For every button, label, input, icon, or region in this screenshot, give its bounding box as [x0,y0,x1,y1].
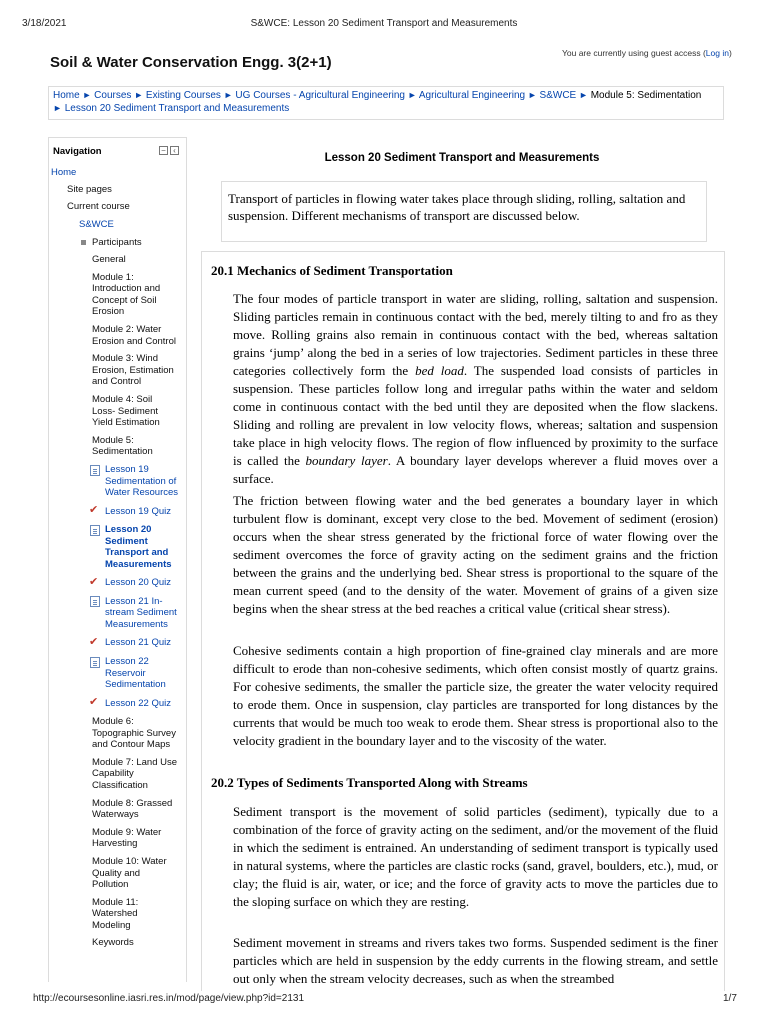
navigation-block [48,137,187,982]
section1-p1-text-c: . A boundary layer develops wherever a fluid moves over a surface. [233,453,719,486]
nav-module-line[interactable]: and Contour Maps [92,739,171,751]
nav-module-line[interactable]: Module 2: Water [92,324,162,336]
nav-module-line[interactable]: Module 5: [92,434,134,446]
nav-home[interactable]: Home [51,167,77,178]
breadcrumb-ug-courses[interactable]: UG Courses - Agricultural Engineering [235,90,405,101]
nav-lesson-current-line[interactable]: Transport and [105,547,169,559]
breadcrumb-separator: ► [579,90,588,100]
breadcrumb-lesson[interactable]: Lesson 20 Sediment Transport and Measurements [64,103,290,114]
navigation-title: Navigation [53,146,102,157]
print-title: S&WCE: Lesson 20 Sediment Transport and Measurements [250,18,518,29]
nav-lesson-line[interactable]: Lesson 21 In- [105,595,163,607]
section1-paragraph-1 [233,290,718,488]
breadcrumb-separator: ► [53,103,62,113]
nav-lesson-current-line[interactable]: Sediment [105,535,148,547]
nav-lesson-current-line[interactable]: Measurements [105,558,172,570]
nav-participants[interactable]: Participants [92,237,142,248]
quiz-icon: ✔ [89,635,99,648]
nav-module-line[interactable]: Concept of Soil [92,294,157,306]
nav-lesson-line[interactable]: Reservoir [105,667,146,679]
nav-module-line[interactable]: Module 4: Soil [92,394,153,406]
breadcrumb-agricultural-engineering[interactable]: Agricultural Engineering [418,90,526,101]
nav-lesson-line[interactable]: Lesson 22 [105,656,149,668]
section1-p1-text-a: The four modes of particle transport in water are sliding, rolling, saltation and suspension. Sliding particles remain in continuous contact with the bed, merely tilting to and fro as they move. Rolling grains also remain in continuous contact with the bed, whereas saltation grains ‘jump’ along the bed in a series of low trajectories. Sediment particles in these three categories collectively form the [233,291,718,378]
section1-paragraph-3: Cohesive sediments contain a high proportion of fine-grained clay minerals and are more difficult to erode than non-cohesive sediments, which often consist mostly of quartz grains. For cohesive sediments, the smaller the particle size, the greater the water velocity required to erode them. Once in suspension, clay particles are transported for long distances by the currents that would be much too weak to erode them. Shear stress is proportional also to the velocity gradient in the boundary layer and to the viscosity of the water. [233,643,718,748]
nav-module-line[interactable]: Introduction and [92,283,161,295]
nav-module-line[interactable]: and Control [92,376,142,388]
breadcrumb-separator: ► [407,90,417,100]
nav-lesson-line[interactable]: Lesson 22 Quiz [105,697,172,709]
login-link[interactable]: Log in [705,48,729,58]
section1-p1-text-b: . The suspended load consists of particles in suspension. These particles follow long and irregular paths within the water and seldom come in continuous contact with the bed until they are deposited when the flow slackens. Sliding and rolling are prevalent in low velocity flows, whereas; saltation and suspension take place in high velocity flows. The region of flow influenced by proximity to the surface is called the [233,363,718,468]
nav-module-line[interactable]: Modeling [92,919,131,931]
breadcrumb-separator: ► [82,90,92,100]
quiz-icon: ✔ [89,696,99,709]
breadcrumb-existing-courses[interactable]: Existing Courses [145,90,221,101]
nav-module-line[interactable]: Module 3: Wind [92,353,159,365]
nav-module-line[interactable]: Pollution [92,879,129,891]
breadcrumb-separator: ► [527,90,537,100]
nav-lesson-line[interactable]: stream Sediment [105,607,177,619]
quiz-icon: ✔ [89,575,99,588]
login-close: ) [728,48,732,58]
content-box [201,251,725,991]
intro-box: Transport of particles in flowing water takes place through sliding, rolling, saltation and suspension. Different mechanisms of transport are discussed below. [221,181,707,242]
nav-module-line[interactable]: Module 11: [92,897,139,908]
nav-module-line[interactable]: Module 9: Water [92,827,162,838]
nav-lesson-line[interactable]: Lesson 20 Quiz [105,577,172,589]
nav-module-line[interactable]: Watershed [92,908,138,920]
page-icon [90,657,100,668]
print-page-number: 1/7 [723,993,737,1004]
nav-module-line[interactable]: Module 8: Grassed [92,797,173,809]
nav-module-line[interactable]: Yield Estimation [92,416,160,428]
nav-lesson-line[interactable]: Sedimentation of [105,475,177,487]
nav-lesson-line[interactable]: Water Resources [105,486,179,498]
nav-module-line[interactable]: Module 6: [92,716,134,728]
nav-module-line[interactable]: Quality and [92,867,141,879]
nav-course-swce[interactable]: S&WCE [79,219,114,230]
breadcrumb-home[interactable]: Home [53,90,80,101]
section2-paragraph-1: Sediment transport is the movement of solid particles (sediment), typically due to a combination of the force of gravity acting on the sediment, and/or the movement of the fluid in which the sediment is entrained. An understanding of sediment transport is typically used in natural systems, where the particles are clastic rocks (sand, gravel, boulders, etc.), mud, or clay; the fluid is air, water, or ice; and the force of gravity acts to move the particles due to the sloping surface on which they are resting. [233,804,718,909]
quiz-icon: ✔ [89,504,99,517]
section1-paragraph-2: The friction between flowing water and the bed generates a boundary layer in which turbulent flow is dominant, except very close to the bed. Movement of sediment (erosion) occurs when the shear stress generated by the frictional force of water flowing over the sediment overcomes the force of gravity acting on the sediment grains and the friction between the grains and the underlying bed. Shear stress is proportional to the square of the mean current speed (and to the density of the water. Movement of grains of a given size begins when the shear stress at the bed reaches a critical value (critical shear stress). [233,493,718,616]
nav-module-line[interactable]: Waterways [92,809,139,821]
nav-module-line[interactable]: Sedimentation [92,446,153,458]
nav-module-line[interactable]: Module 1: [92,272,134,283]
page-icon [90,525,100,536]
nav-module-line[interactable]: Erosion [92,306,125,318]
breadcrumb-separator: ► [134,90,144,100]
collapse-icon[interactable]: − [159,146,168,155]
nav-module-line[interactable]: Erosion, Estimation [92,364,174,376]
page-icon [90,596,100,607]
breadcrumb-module: Module 5: Sedimentation [590,90,702,101]
nav-module-line[interactable]: Classification [92,779,148,791]
breadcrumb-separator: ► [223,90,233,100]
login-info [562,48,732,58]
nav-current-course[interactable]: Current course [67,201,130,212]
breadcrumb-swce[interactable]: S&WCE [539,90,577,101]
nav-module-line[interactable]: Capability [92,768,134,780]
nav-lesson-line[interactable]: Sedimentation [105,678,166,690]
print-date: 3/18/2021 [22,18,67,29]
lesson-title: Lesson 20 Sediment Transport and Measurements [324,152,600,164]
login-text: You are currently using guest access ( [562,48,706,58]
nav-module-line[interactable]: Module 7: Land Use [92,757,178,768]
nav-general[interactable]: General [92,254,126,265]
section-heading-2: 20.2 Types of Sediments Transported Along with Streams [211,775,528,790]
page-icon [90,465,100,476]
nav-lesson-line[interactable]: Lesson 19 [105,464,149,476]
section1-p1-em-bed-load: bed load [415,363,464,378]
nav-site-pages[interactable]: Site pages [67,184,112,195]
nav-module-line[interactable]: Harvesting [92,838,138,850]
site-title[interactable]: Soil & Water Conservation Engg. 3(2+1) [50,54,332,71]
section1-p1-em-boundary-layer: boundary layer [305,453,388,468]
nav-lesson-line[interactable]: Lesson 19 Quiz [105,505,172,517]
section-heading-1: 20.1 Mechanics of Sediment Transportation [211,263,453,278]
nav-lesson-line[interactable]: Lesson 21 Quiz [105,637,172,649]
nav-module-line[interactable]: Topographic Survey [92,727,176,739]
nav-module-line[interactable]: Loss- Sediment [92,405,159,417]
dock-icon[interactable]: ‹ [170,146,179,155]
nav-lesson-current-line[interactable]: Lesson 20 [105,524,152,536]
nav-lesson-line[interactable]: Measurements [105,618,168,630]
breadcrumb-courses[interactable]: Courses [94,90,132,101]
bullet-icon [81,240,86,245]
nav-module-line[interactable]: Erosion and Control [92,335,176,347]
print-url: http://ecoursesonline.iasri.res.in/mod/page/view.php?id=2131 [33,993,305,1004]
nav-keywords[interactable]: Keywords [92,936,134,948]
navigation-controls [157,146,179,164]
nav-module-line[interactable]: Module 10: Water [92,856,167,868]
breadcrumb [48,86,724,120]
section2-paragraph-2: Sediment movement in streams and rivers takes two forms. Suspended sediment is the finer particles which are held in suspension by the eddy currents in the flowing stream, and settle out only when the stream velocity decreases, such as when the streambed [233,935,718,986]
